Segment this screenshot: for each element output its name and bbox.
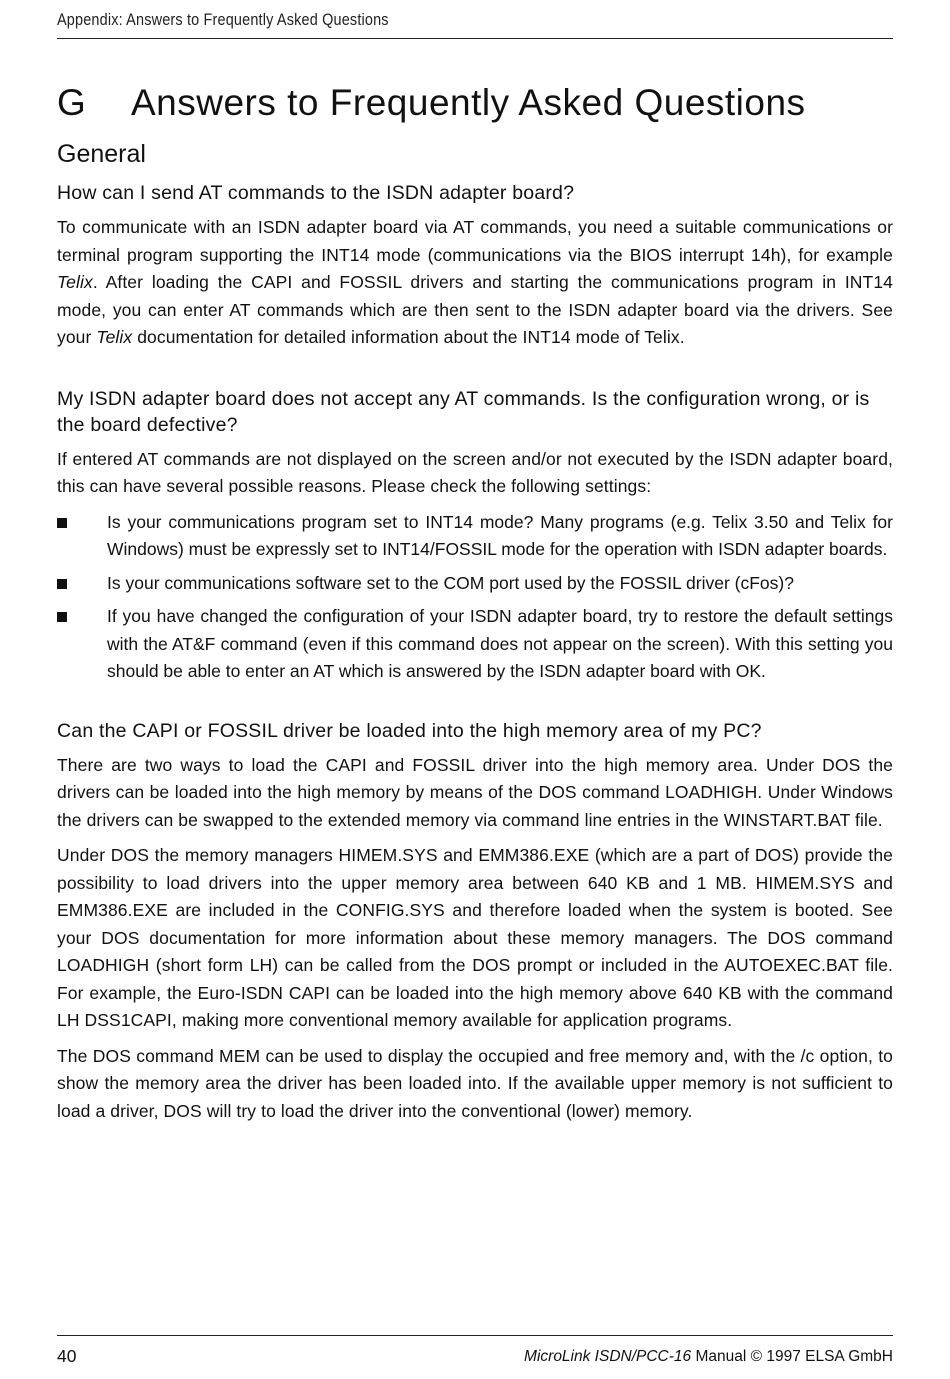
faq-question-2: My ISDN adapter board does not accept any AT commands. Is the configuration wrong, or is the board defective? — [57, 387, 870, 436]
square-bullet-icon — [57, 518, 67, 528]
faq-answer-3-p1: There are two ways to load the CAPI and FOSSIL driver into the high memory area. Under DOS the drivers can be loaded into the high memory by means of the DOS command LOADHIGH. Under Windows the drivers can be swapped to the extended memory via command line entries in the WINSTART.BAT file. — [57, 754, 893, 830]
list-item — [57, 509, 893, 564]
chapter-letter: G — [57, 82, 87, 123]
answer-text: To communicate with an ISDN adapter board via AT commands, you need a suitable communications or terminal program supporting the INT14 mode (communications via the BIOS interrupt 14h), for example — [57, 217, 893, 265]
faq-content — [57, 180, 893, 1133]
faq-question-3: Can the CAPI or FOSSIL driver be loaded into the high memory area of my PC? — [57, 719, 762, 742]
product-name: MicroLink ISDN/PCC-16 — [524, 1348, 692, 1365]
answer-emphasis: Telix — [57, 272, 93, 292]
faq-answer-3-p2: Under DOS the memory managers HIMEM.SYS and EMM386.EXE (which are a part of DOS) provide the possibility to load drivers into the upper memory area between 640 KB and 1 MB. HIMEM.SYS and EMM386.EXE are included in the CONFIG.SYS and therefore loaded when the system is booted. See your DOS documentation for more information about these memory managers. The DOS command LOADHIGH (short form LH) can be called from the DOS prompt or included in the AUTOEXEC.BAT file. For example, the Euro-ISDN CAPI can be loaded into the high memory above 640 KB with the command LH DSS1CAPI, making more conventional memory available for application programs. — [57, 845, 893, 1030]
list-item-text: Is your communications software set to the COM port used by the FOSSIL driver (cFos)? — [107, 572, 794, 593]
running-header: Appendix: Answers to Frequently Asked Questions — [57, 10, 389, 29]
spacer — [57, 692, 893, 718]
answer-text: documentation for detailed information about the INT14 mode of Telix. — [132, 327, 685, 347]
faq-question-1: How can I send AT commands to the ISDN adapter board? — [57, 182, 575, 204]
chapter-heading — [57, 82, 806, 124]
chapter-title: Answers to Frequently Asked Questions — [131, 82, 806, 123]
footer-imprint — [524, 1348, 893, 1366]
section-heading: General — [57, 140, 146, 168]
square-bullet-icon — [57, 579, 67, 589]
list-item — [57, 570, 893, 598]
answer-text: . After loading the CAPI and FOSSIL drivers and starting the communications program in INT14 mode, you can enter AT commands which are then sent to the ISDN adapter board via the drivers. See your — [57, 272, 893, 347]
list-item — [57, 603, 893, 686]
settings-checklist — [57, 509, 893, 686]
list-item-text: Is your communications program set to INT14 mode? Many programs (e.g. Telix 3.50 and Telix for Windows) must be expressly set to INT14/FOSSIL mode for the operation with ISDN adapter boards. — [107, 511, 893, 559]
faq-answer-3-p3: The DOS command MEM can be used to display the occupied and free memory and, with the /c option, to show the memory area the driver has been loaded into. If the available upper memory is not sufficient to load a driver, DOS will try to load the driver into the conventional (lower) memory. — [57, 1045, 893, 1121]
list-item-text: If you have changed the configuration of your ISDN adapter board, try to restore the default settings with the AT&F command (even if this command does not appear on the screen). With this setting you should be able to enter an AT which is answered by the ISDN adapter board with OK. — [107, 606, 893, 681]
footer-rest: Manual © 1997 ELSA GmbH — [691, 1348, 893, 1365]
page-number: 40 — [57, 1346, 77, 1366]
footer-rule — [57, 1335, 893, 1336]
answer-emphasis: Telix — [96, 327, 133, 347]
header-rule — [57, 38, 893, 39]
spacer — [57, 360, 893, 386]
faq-answer-1 — [57, 214, 893, 352]
faq-answer-2-intro: If entered AT commands are not displayed on the screen and/or not executed by the ISDN adapter board, this can have several possible reasons. Please check the following settings: — [57, 448, 893, 496]
square-bullet-icon — [57, 612, 67, 622]
